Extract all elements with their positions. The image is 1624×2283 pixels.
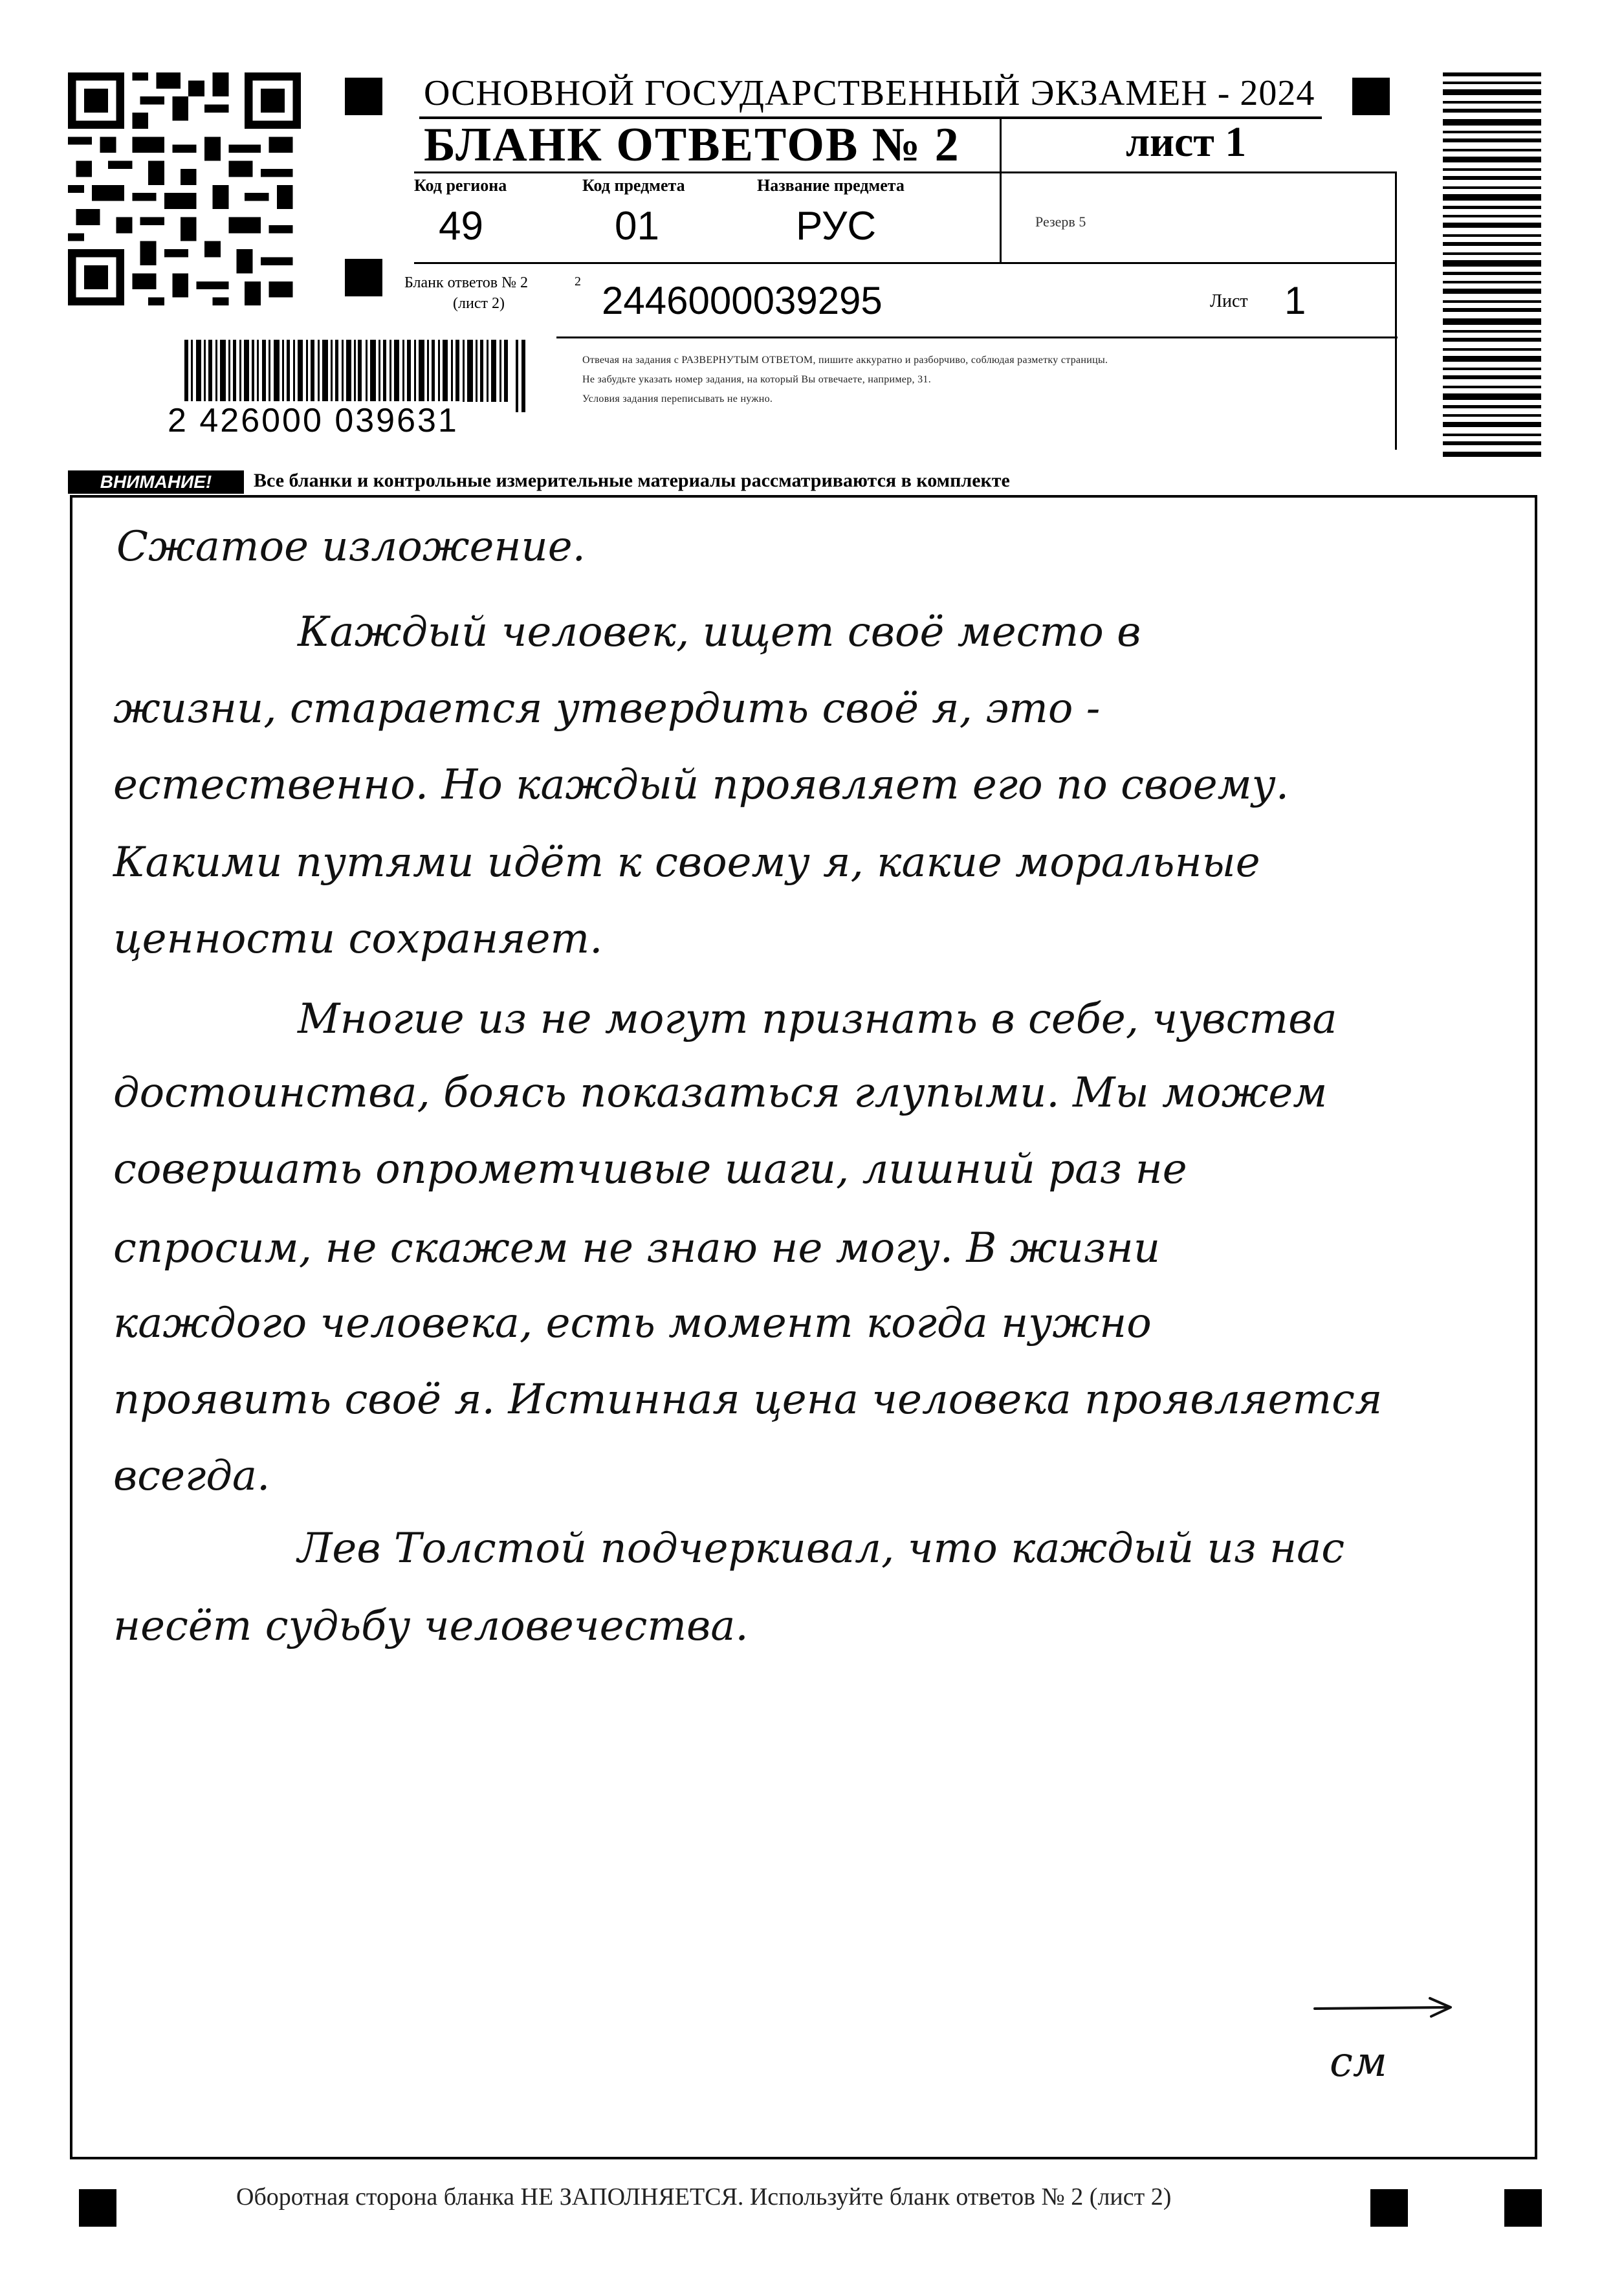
list-number: 1 <box>1284 279 1306 322</box>
answer-line: спросим, не скажем не знаю не могу. В жизни <box>113 1224 1161 1272</box>
registration-mark <box>1370 2189 1408 2227</box>
arrow-right-icon <box>1313 1994 1456 2020</box>
footer-note: Оборотная сторона бланка НЕ ЗАПОЛНЯЕТСЯ. Используйте бланк ответов № 2 (лист 2) <box>236 2183 1172 2211</box>
answer-line: совершать опрометчивые шаги, лишний раз не <box>113 1145 1187 1193</box>
list-label: Лист <box>1210 291 1248 311</box>
answer-line: Многие из не могут признать в себе, чувства <box>298 995 1337 1043</box>
form-title: БЛАНК ОТВЕТОВ № 2 <box>424 118 960 171</box>
barcode-number: 2 426000 039631 <box>165 401 461 440</box>
subject-code: 01 <box>615 204 659 248</box>
divider <box>1395 171 1397 450</box>
instruction-line: Условия задания переписывать не нужно. <box>582 393 773 404</box>
form-ref-line2: (лист 2) <box>453 295 505 312</box>
divider <box>414 262 1396 264</box>
form-ref-line1: Бланк ответов № 2 <box>404 274 529 291</box>
subject-code-label: Код предмета <box>582 176 685 195</box>
form-ref-mark: 2 <box>575 274 581 289</box>
answer-line: достоинства, боясь показаться глупыми. Мы можем <box>113 1069 1328 1117</box>
exam-title: ОСНОВНОЙ ГОСУДАРСТВЕННЫЙ ЭКЗАМЕН - 2024 <box>424 73 1315 113</box>
answer-line: Каждый человек, ищет своё место в <box>298 608 1141 656</box>
side-barcode <box>1443 72 1541 461</box>
registration-mark <box>1352 78 1390 115</box>
subject-name-label: Название предмета <box>757 176 905 195</box>
answer-line: естественно. Но каждый проявляет его по своему. <box>113 761 1289 809</box>
registration-mark <box>1504 2189 1542 2227</box>
qr-code <box>68 72 301 305</box>
sheet-label: лист 1 <box>1126 118 1247 166</box>
answer-line: жизни, старается утвердить своё я, это - <box>113 685 1101 733</box>
answer-line: всегда. <box>113 1452 270 1500</box>
answer-line: проявить своё я. Истинная цена человека проявляется <box>113 1376 1383 1424</box>
answer-line: Сжатое изложение. <box>116 523 586 571</box>
attention-badge: ВНИМАНИЕ! <box>68 470 244 494</box>
subject-name: РУС <box>796 204 877 248</box>
form-number: 2446000039295 <box>602 279 883 322</box>
answer-line: Какими путями идёт к своему я, какие моральные <box>113 839 1260 887</box>
divider <box>1000 118 1002 263</box>
attention-text: Все бланки и контрольные измерительные материалы рассматриваются в комплекте <box>254 470 1010 491</box>
registration-mark <box>345 78 382 115</box>
reserve-label: Резерв 5 <box>1035 214 1086 230</box>
region-code: 49 <box>439 204 483 248</box>
divider <box>414 171 1396 173</box>
instruction-line: Не забудьте указать номер задания, на который Вы отвечаете, например, 31. <box>582 374 932 385</box>
answer-line: несёт судьбу человечества. <box>113 1602 749 1650</box>
answer-line: Лев Толстой подчеркивал, что каждый из нас <box>298 1525 1345 1572</box>
answer-line: ценности сохраняет. <box>113 915 603 963</box>
divider <box>556 336 1398 338</box>
registration-mark <box>345 259 382 296</box>
registration-mark <box>79 2189 116 2227</box>
region-code-label: Код региона <box>414 176 507 195</box>
instruction-line: Отвечая на задания с РАЗВЕРНУТЫМ ОТВЕТОМ, пишите аккуратно и разборчиво, соблюдая разметку страницы. <box>582 355 1108 366</box>
continue-mark: см <box>1330 2038 1387 2086</box>
answer-line: каждого человека, есть момент когда нужно <box>113 1299 1152 1347</box>
